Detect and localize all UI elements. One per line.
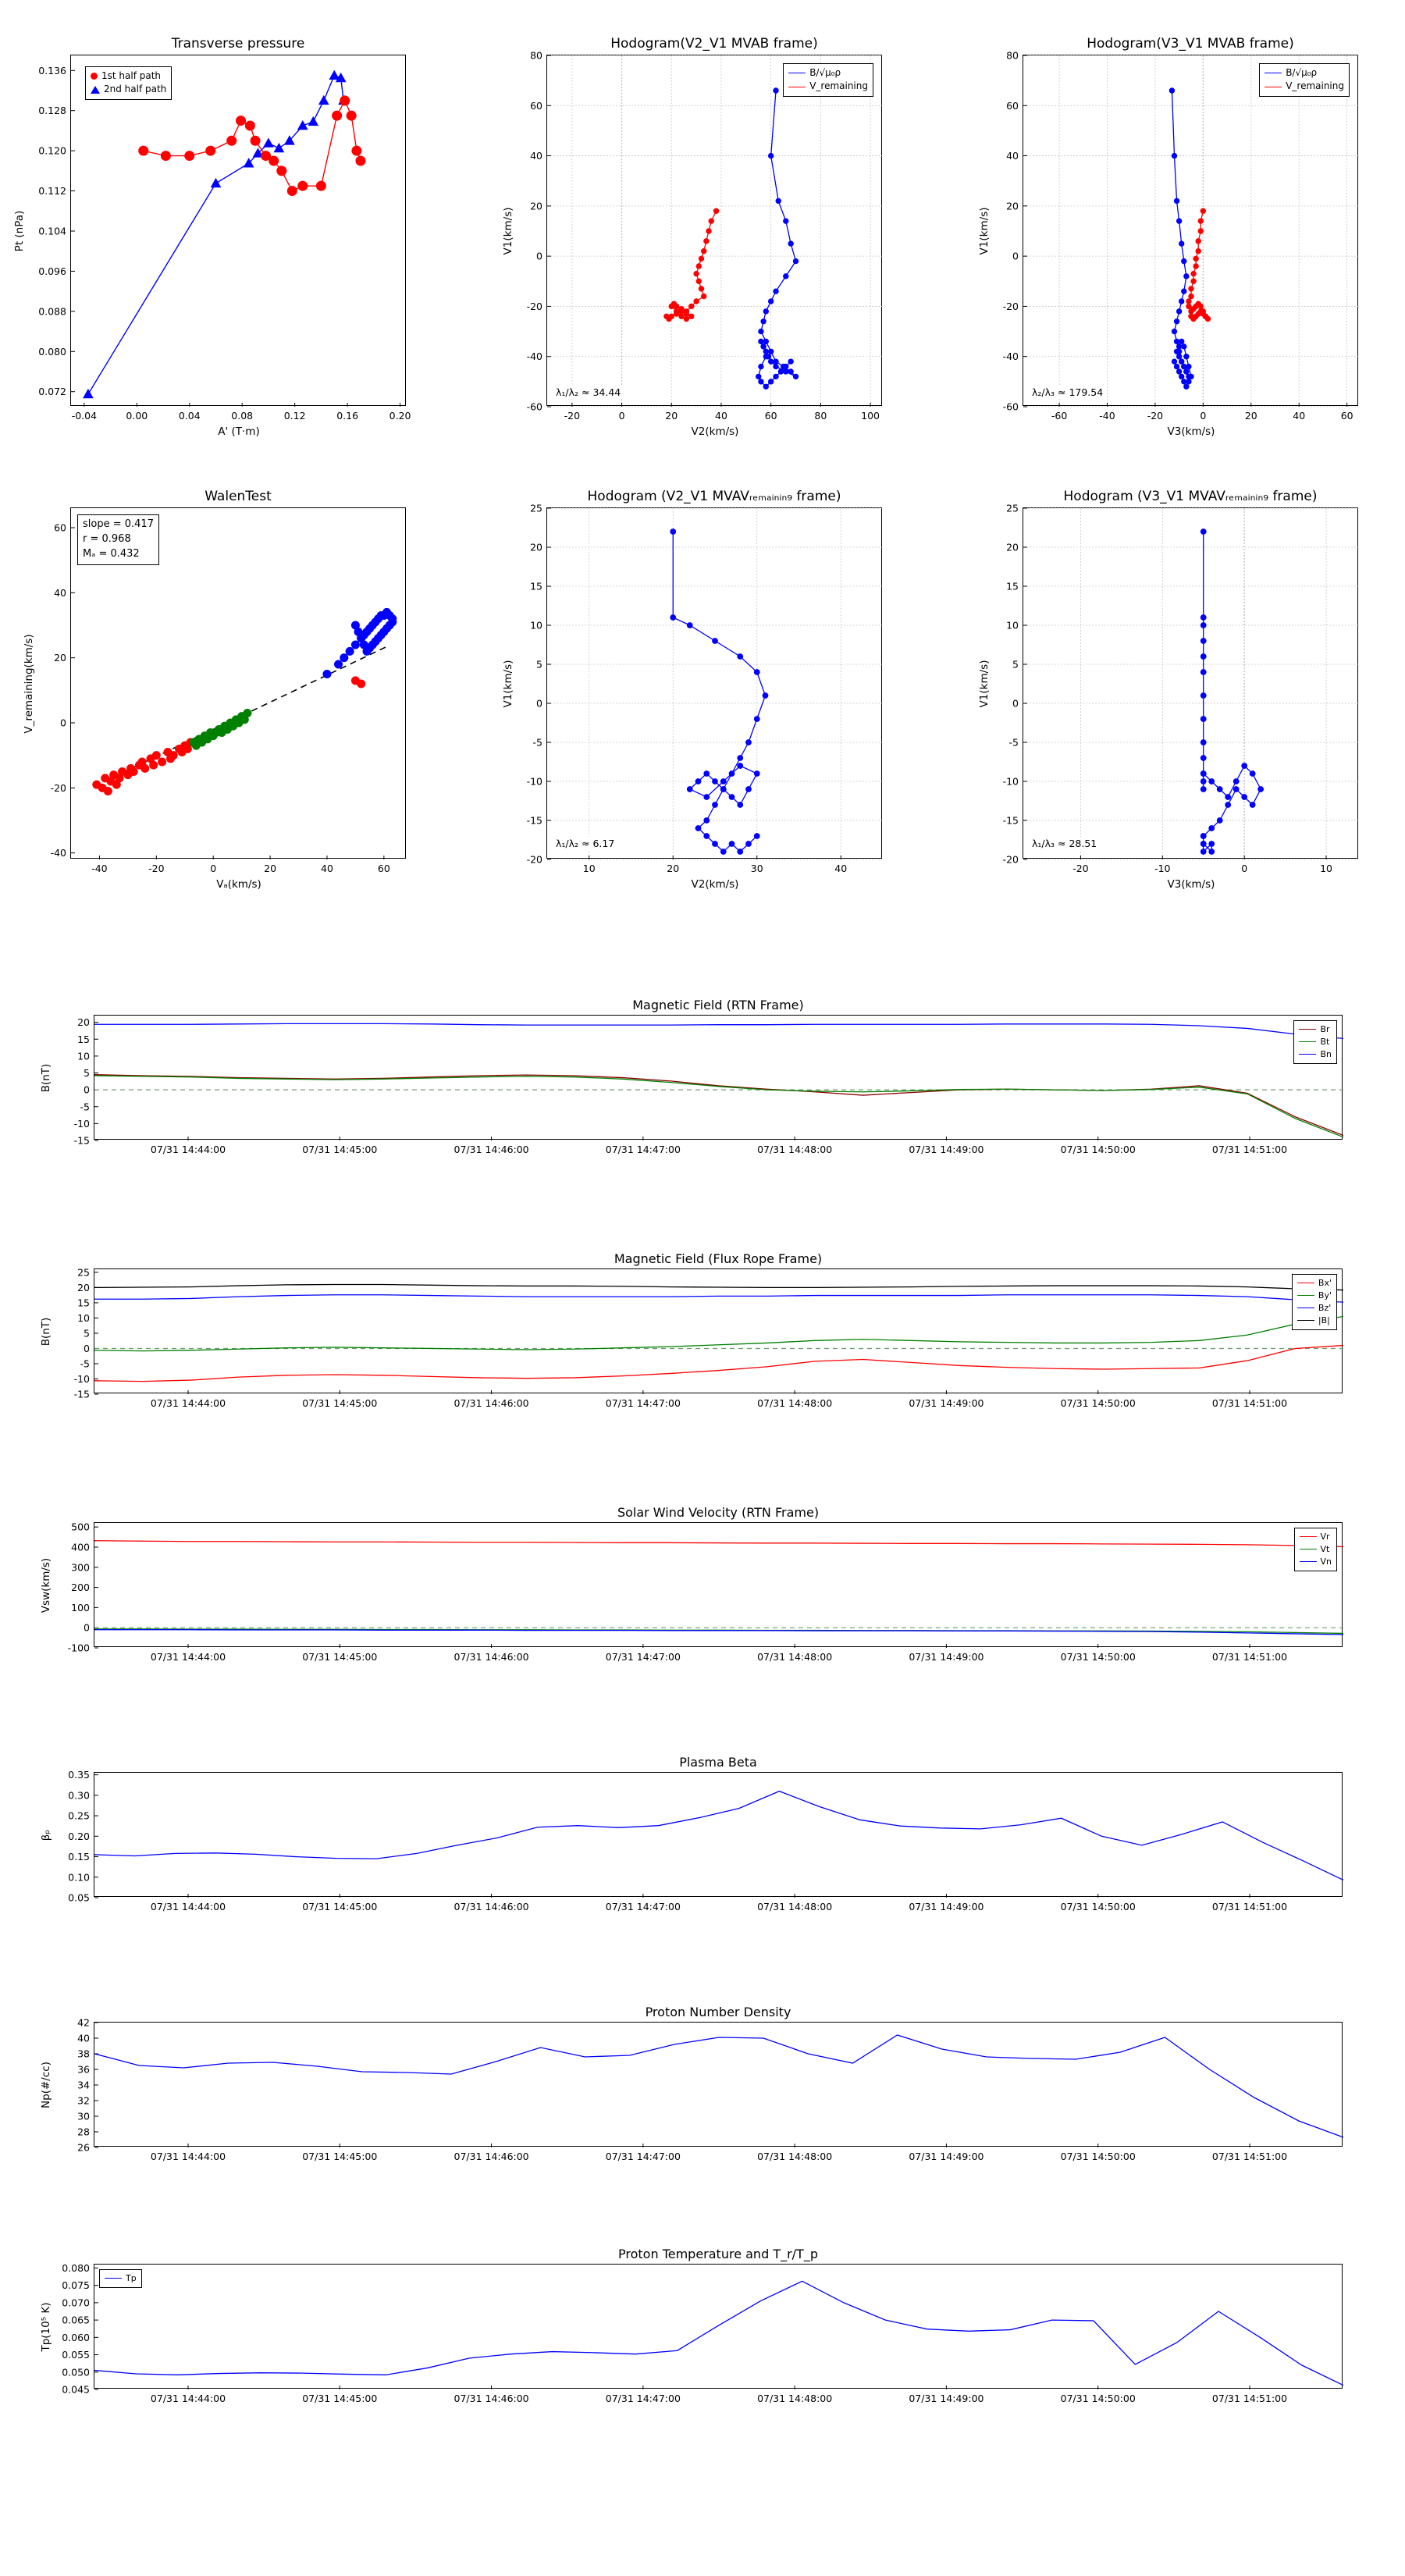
svg-text:07/31 14:46:00: 07/31 14:46:00 <box>454 1901 529 1912</box>
svg-text:20: 20 <box>1006 541 1019 553</box>
svg-text:34: 34 <box>77 2079 90 2091</box>
svg-text:-40: -40 <box>526 350 542 363</box>
legend-label: V_remaining <box>1286 80 1344 92</box>
stat-line: r = 0.968 <box>83 532 131 545</box>
legend-label: Vn <box>1320 1556 1332 1567</box>
svg-text:-10: -10 <box>1154 863 1171 874</box>
svg-text:30: 30 <box>750 863 763 874</box>
vsw-rtn-panel <box>40 1505 1343 1663</box>
svg-text:07/31 14:46:00: 07/31 14:46:00 <box>454 1397 529 1409</box>
svg-text:βₚ: βₚ <box>40 1829 52 1841</box>
svg-text:V2(km/s): V2(km/s) <box>691 425 739 438</box>
svg-text:20: 20 <box>77 1281 90 1293</box>
svg-text:V3(km/s): V3(km/s) <box>1167 878 1215 891</box>
svg-text:07/31 14:47:00: 07/31 14:47:00 <box>605 1397 681 1409</box>
svg-text:07/31 14:49:00: 07/31 14:49:00 <box>909 2151 984 2162</box>
svg-text:0.00: 0.00 <box>126 410 148 422</box>
svg-text:07/31 14:49:00: 07/31 14:49:00 <box>909 1651 984 1663</box>
svg-text:-20: -20 <box>564 410 581 422</box>
svg-text:07/31 14:48:00: 07/31 14:48:00 <box>757 2393 833 2404</box>
hodogram-v3v1-mvab-annotation: λ₂/λ₃ ≈ 179.54 <box>1030 386 1105 399</box>
svg-text:07/31 14:44:00: 07/31 14:44:00 <box>150 1651 226 1663</box>
legend-entry <box>91 69 166 83</box>
legend-line <box>1299 1041 1316 1042</box>
proton-temperature-title: Proton Temperature and T_r/T_p <box>618 2247 818 2261</box>
svg-text:0: 0 <box>1012 250 1019 262</box>
svg-text:0: 0 <box>84 1342 90 1354</box>
vsw-rtn-axes <box>40 1505 1343 1663</box>
svg-text:0: 0 <box>84 1621 90 1634</box>
svg-text:0.30: 0.30 <box>68 1789 90 1802</box>
svg-text:07/31 14:44:00: 07/31 14:44:00 <box>150 2393 226 2404</box>
hodogram-v2v1-mvav-axes <box>502 489 882 891</box>
svg-text:5: 5 <box>84 1067 90 1080</box>
legend-line <box>1300 1536 1317 1537</box>
svg-text:07/31 14:51:00: 07/31 14:51:00 <box>1211 2151 1288 2162</box>
svg-text:07/31 14:50:00: 07/31 14:50:00 <box>1060 2393 1136 2404</box>
svg-text:80: 80 <box>530 49 542 62</box>
svg-text:07/31 14:49:00: 07/31 14:49:00 <box>909 1397 984 1409</box>
svg-text:80: 80 <box>1006 49 1019 62</box>
svg-text:20: 20 <box>77 1016 90 1029</box>
legend-label: Vt <box>1320 1543 1330 1554</box>
legend-label: V_remaining <box>809 80 868 92</box>
legend-label: By' <box>1318 1290 1332 1300</box>
legend-entry <box>1299 1023 1332 1036</box>
svg-text:V1(km/s): V1(km/s) <box>978 207 991 255</box>
proton-density-title: Proton Number Density <box>645 2005 791 2019</box>
svg-text:40: 40 <box>77 2032 90 2044</box>
svg-text:07/31 14:45:00: 07/31 14:45:00 <box>302 1651 378 1663</box>
svg-text:Pt (nPa): Pt (nPa) <box>13 210 26 252</box>
legend-entry <box>1299 1048 1332 1061</box>
walen-test-stats <box>77 514 159 565</box>
svg-text:07/31 14:46:00: 07/31 14:46:00 <box>454 2393 529 2404</box>
svg-text:07/31 14:44:00: 07/31 14:44:00 <box>150 1144 226 1155</box>
svg-text:0.055: 0.055 <box>62 2349 90 2361</box>
plasma-beta-axes <box>40 1755 1343 1912</box>
svg-text:0.104: 0.104 <box>38 225 66 237</box>
svg-text:0: 0 <box>84 1083 90 1096</box>
plasma-beta-panel <box>40 1755 1343 1912</box>
svg-text:10: 10 <box>77 1311 90 1324</box>
svg-text:-10: -10 <box>1002 775 1019 788</box>
hodogram-v3v1-mvab-title: Hodogram(V3_V1 MVAB frame) <box>1087 36 1294 52</box>
svg-text:0: 0 <box>60 717 66 729</box>
svg-text:15: 15 <box>77 1033 90 1045</box>
hodogram-v3v1-mvav-title: Hodogram (V3_V1 MVAVᵣₑₘₐᵢₙᵢₙ₉ frame) <box>1063 489 1318 504</box>
svg-text:0.050: 0.050 <box>62 2366 90 2379</box>
svg-text:07/31 14:48:00: 07/31 14:48:00 <box>757 2151 833 2162</box>
svg-text:20: 20 <box>1244 410 1257 422</box>
svg-text:B(nT): B(nT) <box>40 1063 52 1093</box>
svg-text:0.04: 0.04 <box>178 410 201 422</box>
legend-entry <box>1264 80 1344 93</box>
svg-text:25: 25 <box>77 1266 90 1279</box>
svg-text:Tp(10⁵ K): Tp(10⁵ K) <box>40 2302 52 2352</box>
svg-text:0: 0 <box>536 697 542 710</box>
svg-text:07/31 14:50:00: 07/31 14:50:00 <box>1060 1651 1136 1663</box>
svg-text:07/31 14:50:00: 07/31 14:50:00 <box>1060 1144 1136 1155</box>
walen-test-title: WalenTest <box>205 489 272 504</box>
svg-text:07/31 14:50:00: 07/31 14:50:00 <box>1060 1901 1136 1912</box>
vsw-rtn-title: Solar Wind Velocity (RTN Frame) <box>617 1505 820 1520</box>
svg-text:-5: -5 <box>532 736 542 749</box>
svg-text:0.08: 0.08 <box>231 410 254 422</box>
svg-text:V1(km/s): V1(km/s) <box>502 207 514 255</box>
svg-text:07/31 14:47:00: 07/31 14:47:00 <box>605 2151 681 2162</box>
svg-text:07/31 14:51:00: 07/31 14:51:00 <box>1211 1397 1288 1409</box>
hodogram-v3v1-mvav-annotation: λ₁/λ₃ ≈ 28.51 <box>1030 837 1099 850</box>
mag-fluxrope-title: Magnetic Field (Flux Rope Frame) <box>614 1251 823 1266</box>
svg-text:300: 300 <box>71 1561 90 1574</box>
svg-text:20: 20 <box>530 541 542 553</box>
svg-text:60: 60 <box>377 863 390 874</box>
svg-text:15: 15 <box>77 1297 90 1309</box>
legend-entry <box>1297 1290 1332 1302</box>
hodogram-v2v1-mvav-annotation: λ₁/λ₂ ≈ 6.17 <box>553 837 617 850</box>
legend-line <box>105 2278 122 2279</box>
svg-text:-20: -20 <box>148 863 165 874</box>
svg-text:0.045: 0.045 <box>62 2383 90 2396</box>
hodogram-v2v1-mvab-annotation: λ₁/λ₂ ≈ 34.44 <box>553 386 623 399</box>
svg-text:80: 80 <box>814 410 827 422</box>
svg-text:-100: -100 <box>67 1642 90 1654</box>
svg-text:28: 28 <box>77 2126 90 2138</box>
svg-text:0: 0 <box>1012 697 1019 710</box>
legend-label: Bn <box>1320 1048 1332 1059</box>
svg-text:100: 100 <box>861 410 880 422</box>
svg-text:-15: -15 <box>1002 814 1019 827</box>
svg-text:07/31 14:45:00: 07/31 14:45:00 <box>302 1901 378 1912</box>
svg-text:0: 0 <box>618 410 625 422</box>
walen-test-panel <box>23 489 406 891</box>
legend-entry <box>1300 1556 1332 1568</box>
svg-text:07/31 14:45:00: 07/31 14:45:00 <box>302 2151 378 2162</box>
legend-line <box>1299 1054 1316 1055</box>
svg-text:07/31 14:49:00: 07/31 14:49:00 <box>909 2393 984 2404</box>
svg-text:07/31 14:47:00: 07/31 14:47:00 <box>605 1144 681 1155</box>
svg-text:-40: -40 <box>1099 410 1115 422</box>
mag-rtn-axes <box>40 998 1343 1155</box>
proton-density-axes <box>40 2005 1343 2162</box>
svg-text:40: 40 <box>530 150 542 162</box>
svg-text:07/31 14:46:00: 07/31 14:46:00 <box>454 2151 529 2162</box>
svg-text:07/31 14:50:00: 07/31 14:50:00 <box>1060 2151 1136 2162</box>
legend-label: Tp <box>126 2273 137 2283</box>
hodogram-v3v1-mvab-axes <box>978 36 1358 438</box>
svg-text:0.080: 0.080 <box>38 345 66 358</box>
proton-density-panel <box>40 2005 1343 2162</box>
svg-text:-20: -20 <box>526 300 542 312</box>
svg-text:-40: -40 <box>1002 350 1019 363</box>
svg-text:Np(#/cc): Np(#/cc) <box>40 2062 52 2108</box>
hodogram-v3v1-mvab-panel <box>978 36 1358 438</box>
svg-text:V3(km/s): V3(km/s) <box>1167 425 1215 438</box>
svg-text:07/31 14:46:00: 07/31 14:46:00 <box>454 1144 529 1155</box>
legend-label: B/√μ₀ρ <box>809 67 841 78</box>
svg-text:B(nT): B(nT) <box>40 1317 52 1347</box>
svg-text:07/31 14:51:00: 07/31 14:51:00 <box>1211 1144 1288 1155</box>
stat-line: Mₐ = 0.432 <box>83 547 140 560</box>
svg-text:-0.04: -0.04 <box>71 410 98 422</box>
svg-text:0.060: 0.060 <box>62 2331 90 2343</box>
svg-text:-15: -15 <box>526 814 542 827</box>
mag-fluxrope-panel <box>40 1251 1343 1409</box>
transverse-pressure-title: Transverse pressure <box>171 36 305 52</box>
svg-text:07/31 14:45:00: 07/31 14:45:00 <box>302 1397 378 1409</box>
svg-text:0.20: 0.20 <box>389 410 411 422</box>
svg-text:0.128: 0.128 <box>38 105 66 117</box>
legend-entry <box>91 83 166 96</box>
legend-label: |B| <box>1318 1315 1330 1325</box>
svg-text:-10: -10 <box>73 1372 90 1385</box>
hodogram-v3v1-mvab-legend <box>1259 63 1350 97</box>
legend-marker <box>91 73 98 80</box>
hodogram-v2v1-mvav-panel <box>502 489 882 891</box>
legend-entry <box>788 66 868 80</box>
svg-text:0.080: 0.080 <box>62 2261 90 2274</box>
svg-text:0.10: 0.10 <box>68 1871 90 1884</box>
svg-text:0.120: 0.120 <box>38 144 66 157</box>
legend-entry <box>1297 1277 1332 1290</box>
svg-text:07/31 14:44:00: 07/31 14:44:00 <box>150 1901 226 1912</box>
svg-text:25: 25 <box>1006 502 1019 514</box>
legend-entry <box>105 2272 137 2285</box>
legend-label: Vr <box>1320 1532 1330 1542</box>
svg-text:07/31 14:47:00: 07/31 14:47:00 <box>605 1651 681 1663</box>
svg-text:40: 40 <box>54 586 66 599</box>
svg-text:-40: -40 <box>91 863 108 874</box>
svg-text:40: 40 <box>321 863 333 874</box>
svg-text:-60: -60 <box>526 400 542 413</box>
legend-entry <box>1264 66 1344 80</box>
svg-text:-20: -20 <box>1002 853 1019 866</box>
legend-line <box>1297 1320 1314 1321</box>
svg-text:36: 36 <box>77 2063 90 2076</box>
svg-text:5: 5 <box>1012 658 1019 671</box>
mag-rtn-legend <box>1293 1020 1337 1064</box>
legend-entry <box>1300 1531 1332 1543</box>
svg-text:07/31 14:50:00: 07/31 14:50:00 <box>1060 1397 1136 1409</box>
svg-text:07/31 14:47:00: 07/31 14:47:00 <box>605 1901 681 1912</box>
svg-text:07/31 14:47:00: 07/31 14:47:00 <box>605 2393 681 2404</box>
svg-text:60: 60 <box>1006 99 1019 112</box>
svg-text:-20: -20 <box>526 853 542 866</box>
svg-text:07/31 14:46:00: 07/31 14:46:00 <box>454 1651 529 1663</box>
legend-label: Bz' <box>1318 1302 1332 1313</box>
hodogram-v3v1-mvav-axes <box>978 489 1358 891</box>
svg-text:10: 10 <box>77 1050 90 1062</box>
svg-text:60: 60 <box>54 521 66 534</box>
hodogram-v3v1-mvav-panel <box>978 489 1358 891</box>
legend-label: 2nd half path <box>104 84 167 95</box>
svg-text:-10: -10 <box>526 775 542 788</box>
plasma-beta-title: Plasma Beta <box>679 1755 757 1770</box>
proton-temperature-axes <box>40 2247 1343 2404</box>
svg-text:10: 10 <box>582 863 596 874</box>
svg-text:10: 10 <box>1320 863 1333 874</box>
svg-text:15: 15 <box>1006 580 1019 592</box>
svg-text:0.12: 0.12 <box>283 410 306 422</box>
legend-line <box>1300 1561 1317 1562</box>
svg-text:0.15: 0.15 <box>68 1851 90 1863</box>
svg-text:26: 26 <box>77 2141 90 2154</box>
mag-rtn-panel <box>40 998 1343 1155</box>
svg-text:-5: -5 <box>1008 736 1019 749</box>
svg-text:-10: -10 <box>73 1117 90 1130</box>
svg-text:0: 0 <box>210 863 217 874</box>
legend-line <box>1300 1549 1317 1550</box>
mag-fluxrope-axes <box>40 1251 1343 1409</box>
svg-text:-15: -15 <box>73 1388 90 1400</box>
svg-text:07/31 14:51:00: 07/31 14:51:00 <box>1211 1651 1288 1663</box>
hodogram-v2v1-mvav-title: Hodogram (V2_V1 MVAVᵣₑₘₐᵢₙᵢₙ₉ frame) <box>587 489 841 504</box>
legend-label: Bx' <box>1318 1278 1332 1288</box>
svg-text:0.070: 0.070 <box>62 2297 90 2309</box>
svg-text:0.16: 0.16 <box>336 410 359 422</box>
svg-text:V_remaining(km/s): V_remaining(km/s) <box>23 634 35 734</box>
svg-text:10: 10 <box>1006 619 1019 632</box>
walen-test-axes <box>23 489 406 891</box>
svg-text:07/31 14:49:00: 07/31 14:49:00 <box>909 1144 984 1155</box>
svg-text:Vsw(km/s): Vsw(km/s) <box>40 1557 52 1614</box>
svg-text:-15: -15 <box>73 1134 90 1147</box>
svg-text:30: 30 <box>77 2110 90 2122</box>
legend-label: B/√μ₀ρ <box>1286 67 1318 78</box>
legend-line <box>1297 1295 1314 1296</box>
svg-text:20: 20 <box>530 200 542 212</box>
legend-entry <box>1300 1543 1332 1556</box>
svg-text:20: 20 <box>665 410 678 422</box>
svg-text:0.065: 0.065 <box>62 2314 90 2326</box>
svg-text:400: 400 <box>71 1541 90 1553</box>
svg-text:07/31 14:49:00: 07/31 14:49:00 <box>909 1901 984 1912</box>
svg-text:V1(km/s): V1(km/s) <box>978 660 991 708</box>
svg-text:500: 500 <box>71 1521 90 1533</box>
svg-text:5: 5 <box>84 1327 90 1340</box>
hodogram-v2v1-mvab-panel <box>502 36 882 438</box>
hodogram-v2v1-mvab-legend <box>783 63 873 97</box>
svg-text:42: 42 <box>77 2016 90 2029</box>
svg-text:0.20: 0.20 <box>68 1830 90 1842</box>
svg-text:07/31 14:51:00: 07/31 14:51:00 <box>1211 2393 1288 2404</box>
svg-text:60: 60 <box>764 410 777 422</box>
svg-text:-20: -20 <box>1147 410 1164 422</box>
svg-text:40: 40 <box>1293 410 1306 422</box>
svg-text:100: 100 <box>71 1601 90 1614</box>
svg-text:20: 20 <box>667 863 680 874</box>
legend-label: Bt <box>1320 1036 1330 1047</box>
hodogram-v2v1-mvab-axes <box>502 36 882 438</box>
mag-fluxrope-legend <box>1292 1274 1337 1330</box>
legend-line <box>1299 1029 1316 1030</box>
proton-temperature-legend <box>99 2269 142 2288</box>
svg-text:-40: -40 <box>50 847 66 859</box>
svg-text:07/31 14:48:00: 07/31 14:48:00 <box>757 1901 833 1912</box>
svg-text:-5: -5 <box>80 1357 90 1370</box>
svg-text:20: 20 <box>1006 200 1019 212</box>
stat-line: slope = 0.417 <box>83 518 154 530</box>
svg-text:0.05: 0.05 <box>68 1891 90 1904</box>
vsw-rtn-legend <box>1294 1528 1338 1571</box>
mag-rtn-title: Magnetic Field (RTN Frame) <box>632 998 804 1012</box>
svg-text:0.136: 0.136 <box>38 64 66 76</box>
svg-text:60: 60 <box>530 99 542 112</box>
svg-text:07/31 14:45:00: 07/31 14:45:00 <box>302 1144 378 1155</box>
svg-text:-20: -20 <box>1002 300 1019 312</box>
legend-label: 1st half path <box>101 70 162 81</box>
svg-text:20: 20 <box>54 652 66 664</box>
svg-text:-5: -5 <box>80 1101 90 1113</box>
svg-text:40: 40 <box>715 410 727 422</box>
legend-label: Br <box>1320 1024 1330 1034</box>
svg-text:0.25: 0.25 <box>68 1809 90 1822</box>
svg-text:0.35: 0.35 <box>68 1769 90 1781</box>
svg-text:-60: -60 <box>1002 400 1019 413</box>
svg-text:07/31 14:44:00: 07/31 14:44:00 <box>150 2151 226 2162</box>
svg-text:40: 40 <box>834 863 848 874</box>
svg-text:V2(km/s): V2(km/s) <box>691 878 739 891</box>
svg-text:0: 0 <box>1200 410 1207 422</box>
transverse-pressure-panel <box>13 36 411 438</box>
svg-text:V1(km/s): V1(km/s) <box>502 660 514 708</box>
svg-text:07/31 14:51:00: 07/31 14:51:00 <box>1211 1901 1288 1912</box>
svg-text:60: 60 <box>1340 410 1353 422</box>
svg-text:5: 5 <box>536 658 542 671</box>
svg-text:07/31 14:44:00: 07/31 14:44:00 <box>150 1397 226 1409</box>
legend-marker <box>91 86 100 94</box>
svg-text:-60: -60 <box>1051 410 1068 422</box>
transverse-pressure-axes <box>13 36 411 438</box>
svg-text:38: 38 <box>77 2048 90 2060</box>
svg-text:10: 10 <box>530 619 542 632</box>
svg-text:07/31 14:48:00: 07/31 14:48:00 <box>757 1651 833 1663</box>
svg-text:0.096: 0.096 <box>38 265 66 277</box>
svg-text:0.088: 0.088 <box>38 305 66 318</box>
svg-text:0: 0 <box>536 250 542 262</box>
svg-text:A' (T·m): A' (T·m) <box>218 425 260 438</box>
svg-text:20: 20 <box>264 863 277 874</box>
svg-text:07/31 14:48:00: 07/31 14:48:00 <box>757 1397 833 1409</box>
svg-text:0: 0 <box>1241 863 1248 874</box>
svg-text:-20: -20 <box>50 781 66 794</box>
legend-entry <box>788 80 868 93</box>
svg-text:200: 200 <box>71 1582 90 1594</box>
svg-text:0.112: 0.112 <box>38 185 66 197</box>
svg-text:40: 40 <box>1006 150 1019 162</box>
svg-text:Vₐ(km/s): Vₐ(km/s) <box>216 878 261 891</box>
legend-entry <box>1297 1315 1332 1327</box>
svg-text:07/31 14:45:00: 07/31 14:45:00 <box>302 2393 378 2404</box>
proton-temperature-panel <box>40 2247 1343 2404</box>
svg-text:07/31 14:48:00: 07/31 14:48:00 <box>757 1144 833 1155</box>
svg-text:32: 32 <box>77 2094 90 2107</box>
svg-text:25: 25 <box>530 502 542 514</box>
hodogram-v2v1-mvab-title: Hodogram(V2_V1 MVAB frame) <box>610 36 818 52</box>
svg-text:0.075: 0.075 <box>62 2279 90 2292</box>
svg-text:15: 15 <box>530 580 542 592</box>
svg-text:-20: -20 <box>1072 863 1089 874</box>
legend-entry <box>1299 1036 1332 1048</box>
transverse-pressure-legend <box>85 66 172 100</box>
legend-entry <box>1297 1302 1332 1315</box>
svg-text:0.072: 0.072 <box>38 386 66 398</box>
